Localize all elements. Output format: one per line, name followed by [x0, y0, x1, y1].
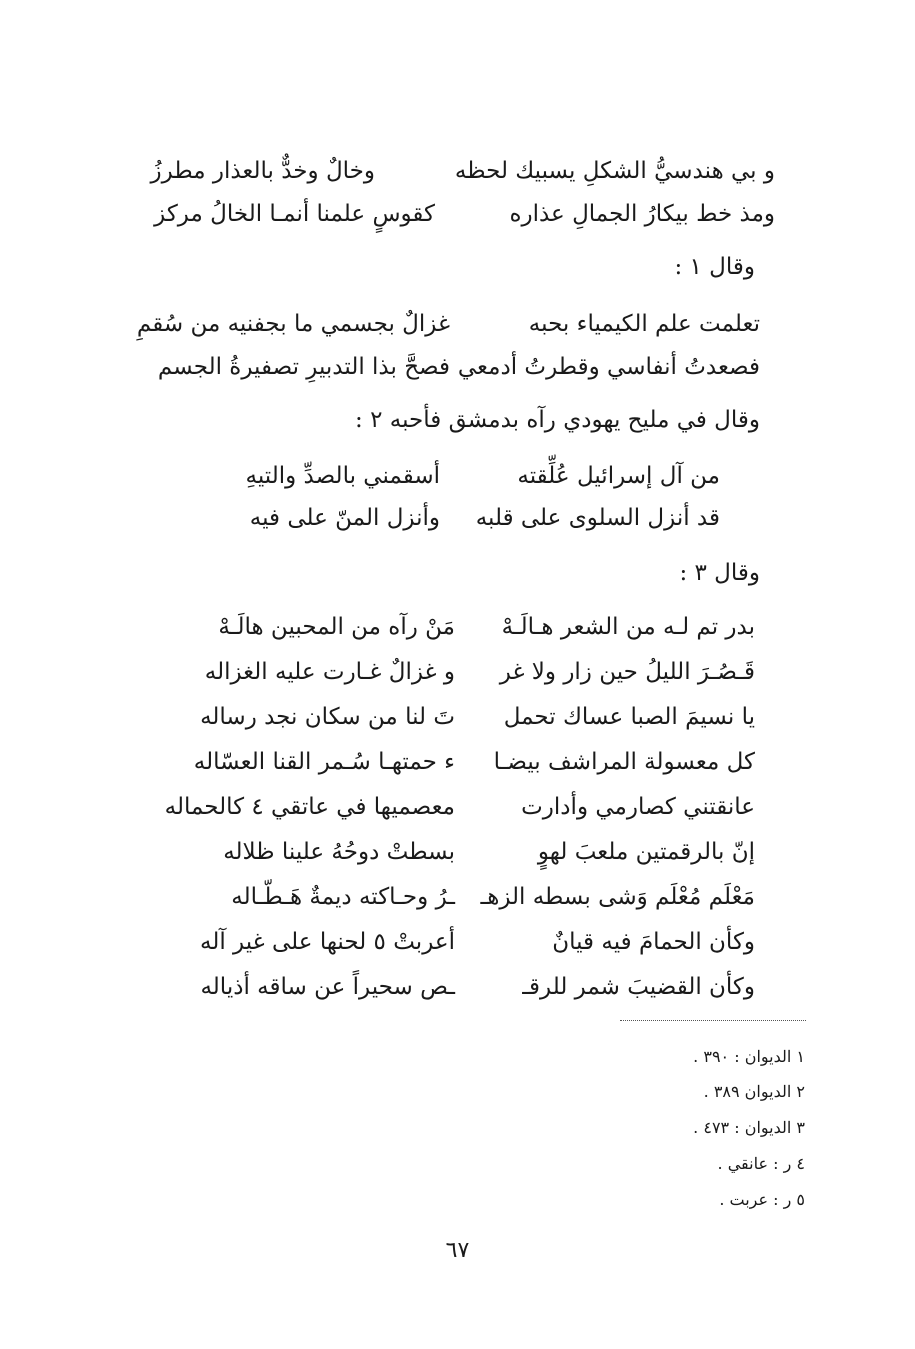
verse-13-left: ـرُ وحـاكته ديمةٌ هَـطّـاله: [231, 884, 455, 910]
verse-7-left: مَنْ رآه من المحبين هالَـهْ: [218, 614, 455, 640]
verse-3-right: تعلمت علم الكيمياء بحبه: [528, 311, 760, 337]
verse-8-left: و غزالٌ غـارت عليه الغزاله: [204, 659, 455, 685]
verse-5-right: من آل إسرائيل عُلِّقته: [517, 463, 720, 489]
verse-1-left: وخالٌ وخدٌّ بالعذار مطرزُ: [150, 158, 375, 184]
verse-9-right: يا نسيمَ الصبا عساك تحمل: [503, 704, 755, 730]
footnote-2: ٢ الديوان ٣٨٩ .: [703, 1082, 805, 1101]
verse-4-left: فصحَّ بذا التدبيرِ تصفيرةُ الجسم: [157, 354, 450, 380]
footnote-3: ٣ الديوان : ٤٧٣ .: [693, 1118, 805, 1137]
footnote-divider: [620, 1020, 806, 1021]
intro-1: وقال ١ :: [674, 254, 755, 280]
verse-12-right: إنّ بالرقمتين ملعبَ لهوٍ: [537, 839, 755, 865]
verse-12-left: بسطتْ دوحُهُ علينا ظلاله: [223, 839, 455, 865]
verse-14-right: وكأن الحمامَ فيه قيانٌ: [552, 929, 755, 955]
verse-1-right: و بي هندسيُّ الشكلِ يسبيك لحظه: [454, 158, 775, 184]
footnote-1: ١ الديوان : ٣٩٠ .: [693, 1047, 805, 1066]
verse-7-right: بدر تم لـه من الشعر هـالَـهْ: [501, 614, 755, 640]
verse-14-left: أعربتْ ٥ لحنها على غير آله: [199, 929, 455, 955]
verse-15-right: وكأن القضيبَ شمر للرقـ: [522, 974, 755, 1000]
intro-3: وقال ٣ :: [679, 560, 760, 586]
footnote-4: ٤ ر : عانقي .: [717, 1154, 805, 1173]
intro-2: وقال في مليح يهودي رآه بدمشق فأحبه ٢ :: [355, 407, 760, 433]
verse-2-left: كقوسٍ علمنا أنمـا الخالُ مركز: [154, 201, 435, 227]
verse-5-left: أسقمني بالصدِّ والتيهِ: [245, 463, 440, 489]
verse-15-left: ـص سحيراً عن ساقه أذياله: [200, 974, 455, 1000]
page-number: ٦٧: [445, 1238, 470, 1263]
verse-10-right: كل معسولة المراشف بيضـا: [493, 749, 755, 775]
verse-6-right: قد أنزل السلوى على قلبه: [475, 505, 720, 531]
verse-3-left: غزالٌ بجسمي ما بجفنيه من سُقمِ: [136, 311, 450, 337]
verse-6-left: وأنزل المنّ على فيه: [249, 505, 440, 531]
verse-11-left: معصميها في عاتقي ٤ كالحماله: [164, 794, 455, 820]
verse-11-right: عانقتني كصارمي وأدارت: [521, 794, 755, 820]
verse-13-right: مَعْلَم مُعْلَم وَشى بسطه الزهـ: [480, 884, 755, 910]
verse-8-right: قَـصُـرَ الليلُ حين زار ولا غر: [499, 659, 755, 685]
footnote-5: ٥ ر : عربت .: [719, 1190, 805, 1209]
verse-10-left: ء حمتهـا سُـمر القنا العسّاله: [193, 749, 455, 775]
verse-4-right: فصعدتُ أنفاسي وقطرتُ أدمعي: [457, 354, 760, 380]
verse-2-right: ومذ خط بيكارُ الجمالِ عذاره: [509, 201, 775, 227]
verse-9-left: تَ لنا من سكان نجد رساله: [200, 704, 455, 730]
